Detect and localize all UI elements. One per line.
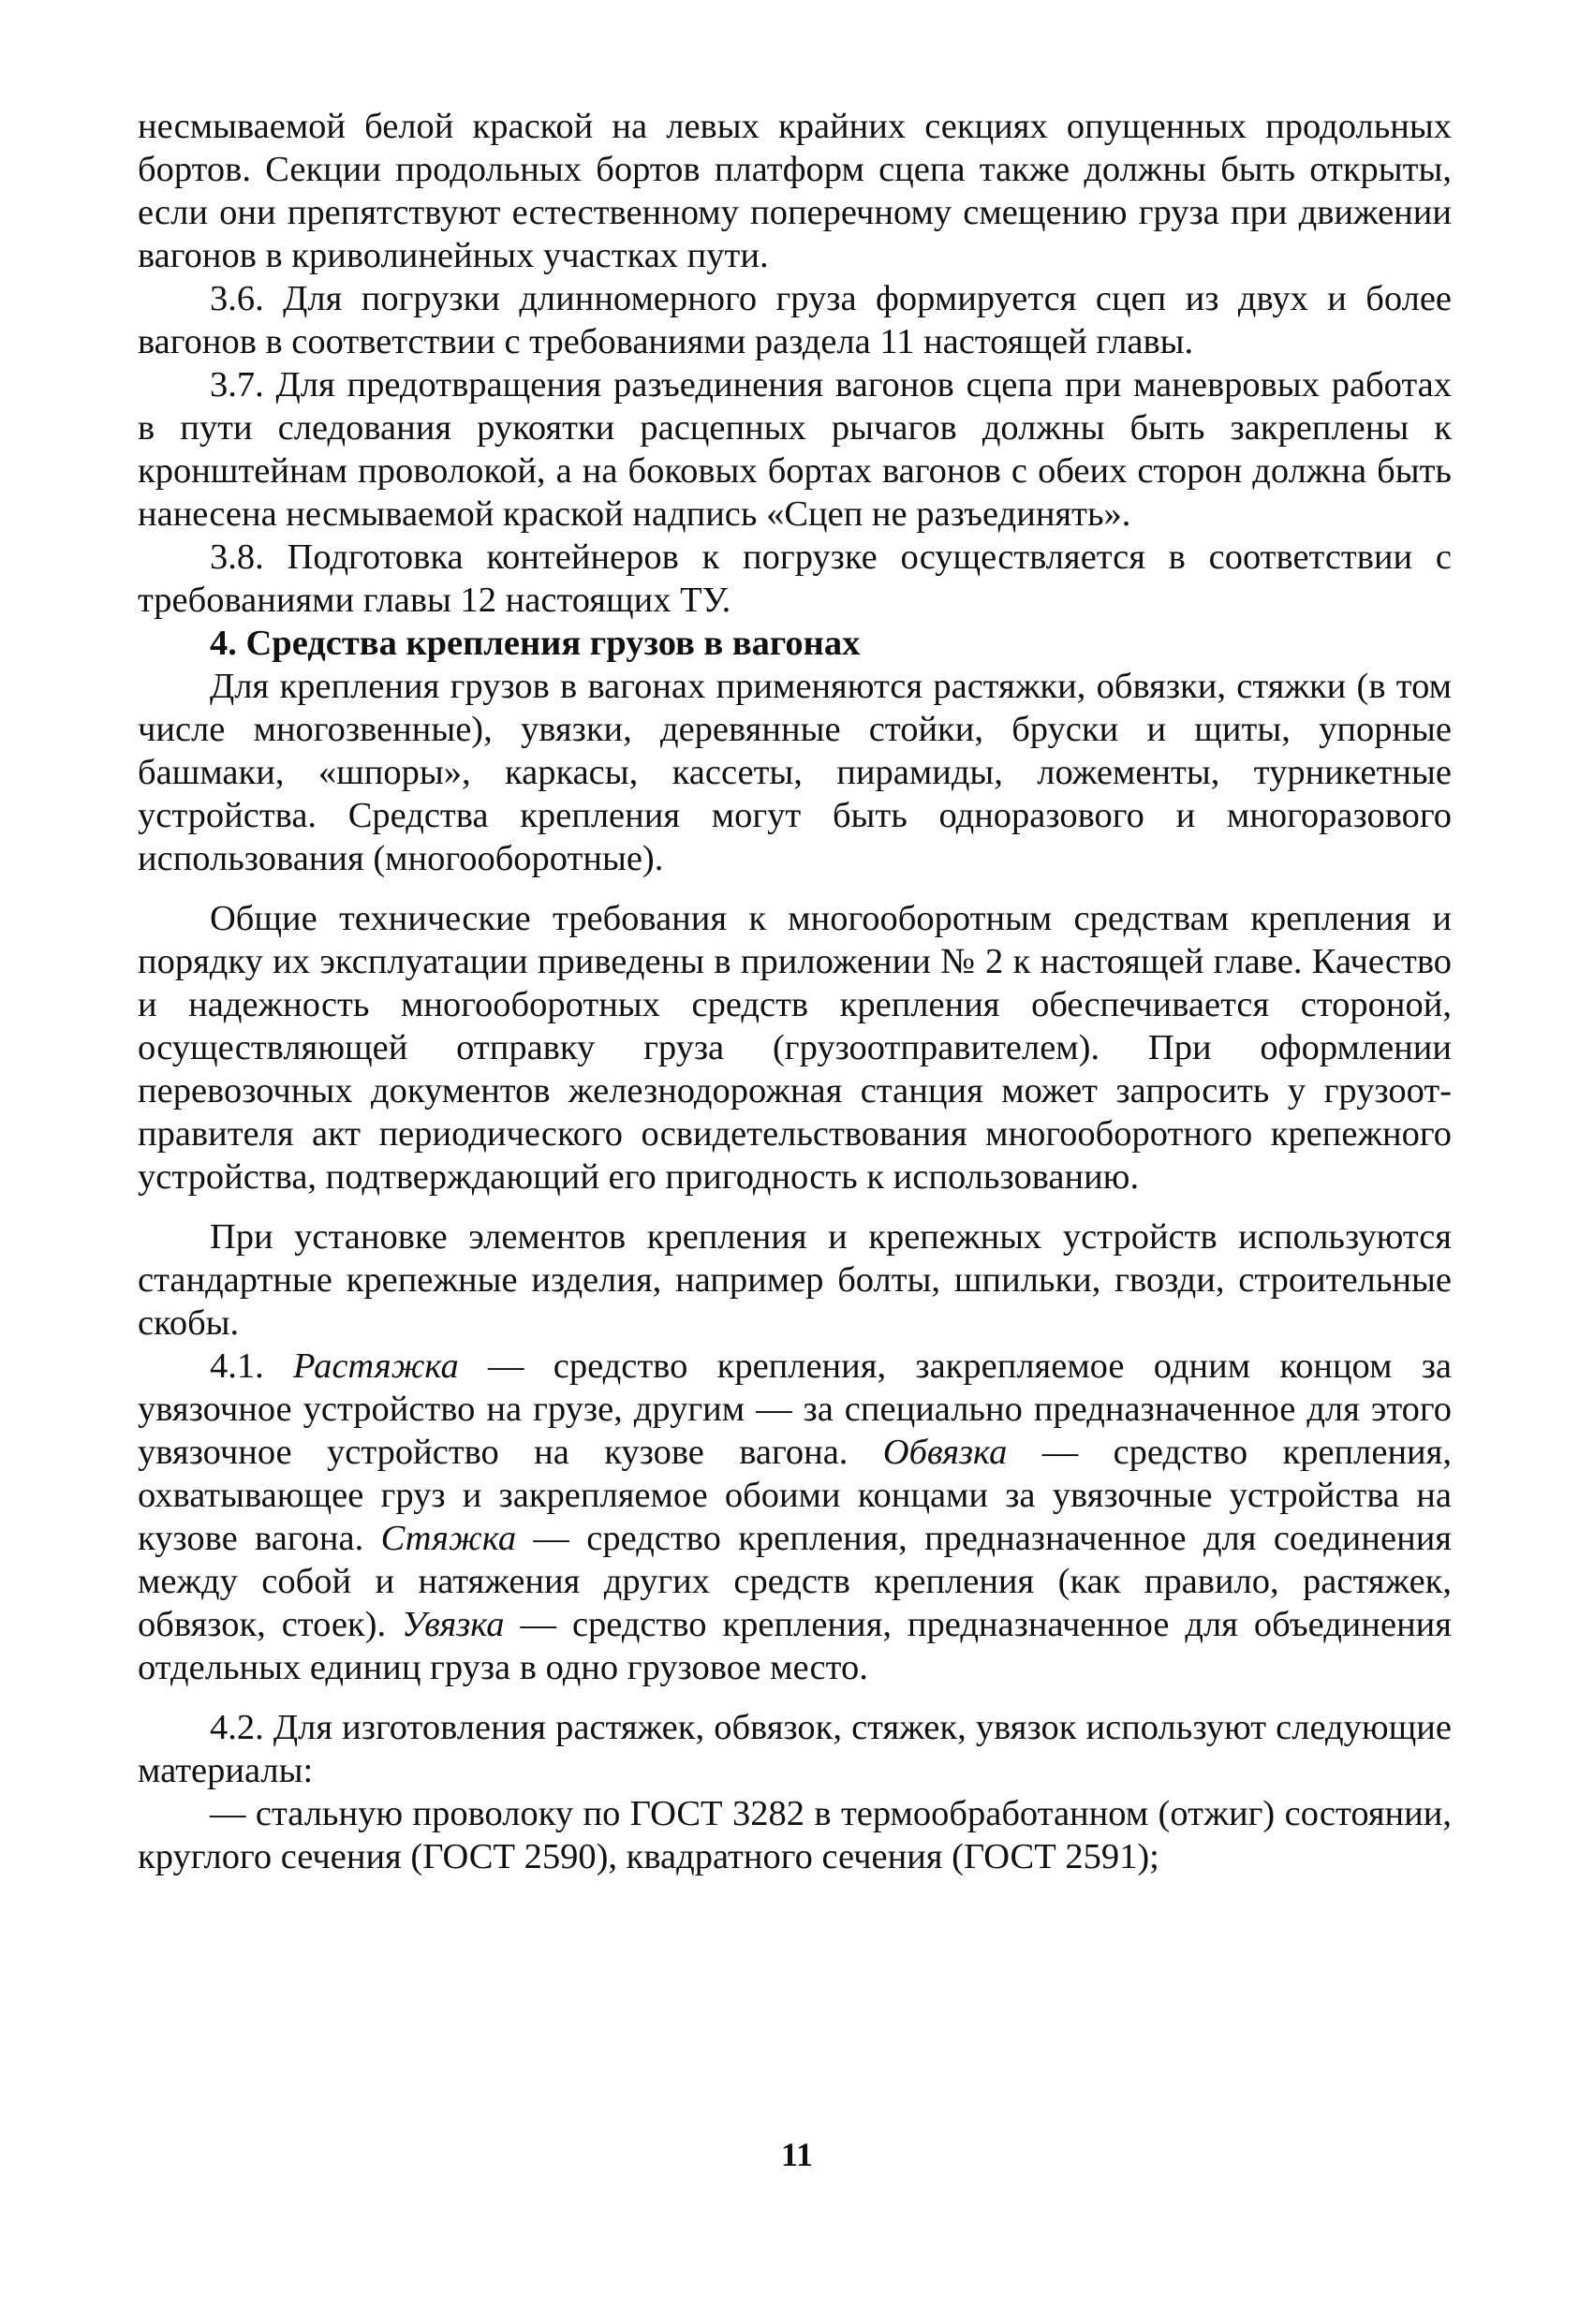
page-number: 11 xyxy=(780,2136,813,2173)
paragraph-3-8: 3.8. Подготовка контейнеров к погрузке осуществляется в соответствии с требованиями главы 12 настоящих ТУ. xyxy=(138,537,1452,620)
paragraph-3-6: 3.6. Для погрузки длинномерного груза формируется сцеп из двух и более вагонов в соответствии с требованиями раздела 11 настоящей главы. xyxy=(138,279,1452,361)
term-styazhka: Стяжка xyxy=(380,1519,517,1558)
definition-text: — средство крепления, охватывающее груз и закрепляемое обоими концами за увязочные устройства на кузове вагона. xyxy=(138,1433,1452,1558)
definition-text: — средство крепления, предназначенное для объединения отдельных единиц груза в одно грузовое место. xyxy=(138,1605,1452,1687)
definition-text: — средство крепления, закрепляемое одним концом за увязочное устройство на грузе, другим — за специально предназначенное для этого увязочное устройство на кузове вагона. xyxy=(138,1346,1452,1472)
paragraph-continuation: несмываемой белой краской на левых крайних секциях опущенных продольных бортов. Секции продольных бортов платформ сцепа также должны быть открыты, если они препятствуют естественному поперечному смещению груза при движении вагонов в криволинейных участках пути. xyxy=(138,107,1452,275)
paragraph-number: 4.1. xyxy=(210,1346,294,1386)
term-obvyazka: Обвязка xyxy=(882,1433,1008,1472)
section-heading: 4. Средства крепления грузов в вагонах xyxy=(210,624,861,663)
list-item-wire: — стальную проволоку по ГОСТ 3282 в термообработанном (отжиг) состоянии, круглого сечения (ГОСТ 2590), квадратного сечения (ГОСТ 2591); xyxy=(138,1794,1452,1876)
term-uvyazka: Увязка xyxy=(402,1605,505,1644)
paragraph-4-2: 4.2. Для изготовления растяжек, обвязок, стяжек, увязок используют следующие материалы: xyxy=(138,1708,1452,1790)
page-body xyxy=(138,105,1452,1878)
paragraph-4-1 xyxy=(138,1345,1452,1689)
paragraph-3-7: 3.7. Для предотвращения разъединения вагонов сцепа при маневровых работах в пути следования рукоятки расцепных рычагов должны быть закреплены к кронштейнам проволокой, а на боковых бортах вагонов с обеих сторон должна быть нанесена несмываемой краской надпись «Сцеп не разъединять». xyxy=(138,365,1452,534)
paragraph-standard-fasteners: При установке элементов крепления и крепежных устройств используются стандартные крепежные изделия, например болты, шпильки, гвозди, строительные скобы. xyxy=(138,1217,1452,1343)
paragraph-fastening-means: Для крепления грузов в вагонах применяются растяжки, обвязки, стяжки (в том числе многозвенные), увязки, деревянные стойки, бруски и щиты, упорные башмаки, «шпоры», каркасы, кассеты, пирамиды, ложементы, турникетные устройства. Средства крепления могут быть одноразового и многоразового использования (многооборотные). xyxy=(138,667,1452,878)
term-rastyazhka: Растяжка xyxy=(293,1346,459,1386)
definition-text: — средство крепления, предназначенное для соединения между собой и натяжения других средств крепления (как правило, растяжек, обвязок, стоек). xyxy=(138,1519,1453,1644)
paragraph-general-requirements: Общие технические требования к многооборотным средствам крепления и порядку их эксплуатации приведены в приложении № 2 к настоящей главе. Качество и надежность многооборотных средств крепления обеспечивается стороной, осуществляющей отправку груза (грузоотправителем). При оформлении перевозочных документов железнодорожная станция может запросить у грузоотправителя акт периодического освидетельствования многооборотного крепежного устройства, подтверждающий его пригодность к использованию. xyxy=(138,899,1452,1197)
